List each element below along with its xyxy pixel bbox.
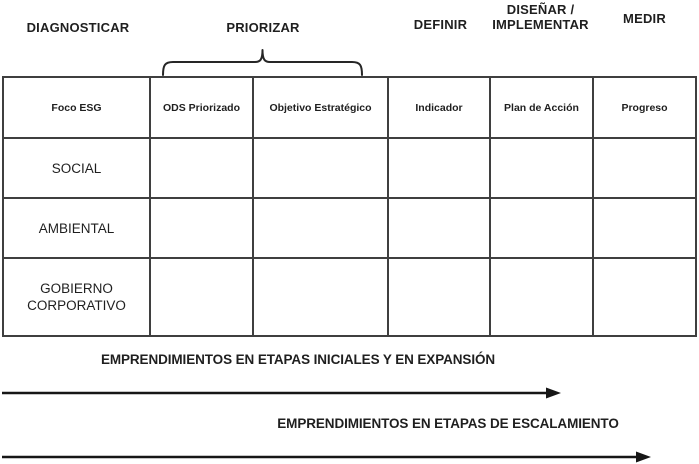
column-header-foco-esg: Foco ESG — [3, 77, 150, 138]
empty-cell — [490, 198, 593, 258]
right-arrow-icon — [0, 385, 575, 401]
column-header-objetivo-estrategico: Objetivo Estratégico — [253, 77, 388, 138]
empty-cell — [593, 258, 696, 336]
empty-cell — [490, 258, 593, 336]
empty-cell — [490, 138, 593, 198]
phase-label-priorizar: PRIORIZAR — [226, 20, 300, 35]
table-row — [3, 258, 696, 336]
row-label-gobierno-corporativo: GOBIERNO CORPORATIVO — [3, 258, 150, 336]
table-row — [3, 198, 696, 258]
empty-cell — [593, 198, 696, 258]
empty-cell — [150, 138, 253, 198]
empty-cell — [388, 198, 490, 258]
empty-cell — [150, 258, 253, 336]
row-label-social: SOCIAL — [3, 138, 150, 198]
column-header-plan-de-accion: Plan de Acción — [490, 77, 593, 138]
table-row — [3, 138, 696, 198]
empty-cell — [253, 138, 388, 198]
empty-cell — [593, 138, 696, 198]
phase-label-disenar-implementar: DISEÑAR / IMPLEMENTAR — [492, 2, 589, 32]
phase-label-medir: MEDIR — [623, 11, 666, 26]
esg-matrix-table — [2, 76, 697, 337]
column-header-ods-priorizado: ODS Priorizado — [150, 77, 253, 138]
column-header-indicador: Indicador — [388, 77, 490, 138]
empty-cell — [253, 258, 388, 336]
empty-cell — [253, 198, 388, 258]
empty-cell — [150, 198, 253, 258]
stage-label-etapas-iniciales: EMPRENDIMIENTOS EN ETAPAS INICIALES Y EN EXPANSIÓN — [100, 352, 496, 367]
empty-cell — [388, 258, 490, 336]
stage-label-etapas-escalamiento: EMPRENDIMIENTOS EN ETAPAS DE ESCALAMIENTO — [277, 416, 619, 431]
empty-cell — [388, 138, 490, 198]
phase-label-diagnosticar: DIAGNOSTICAR — [26, 20, 130, 35]
right-arrow-icon — [0, 449, 660, 464]
brace-icon — [160, 46, 365, 78]
column-header-progreso: Progreso — [593, 77, 696, 138]
phase-label-definir: DEFINIR — [413, 17, 468, 32]
table-header-row — [3, 77, 696, 138]
row-label-ambiental: AMBIENTAL — [3, 198, 150, 258]
